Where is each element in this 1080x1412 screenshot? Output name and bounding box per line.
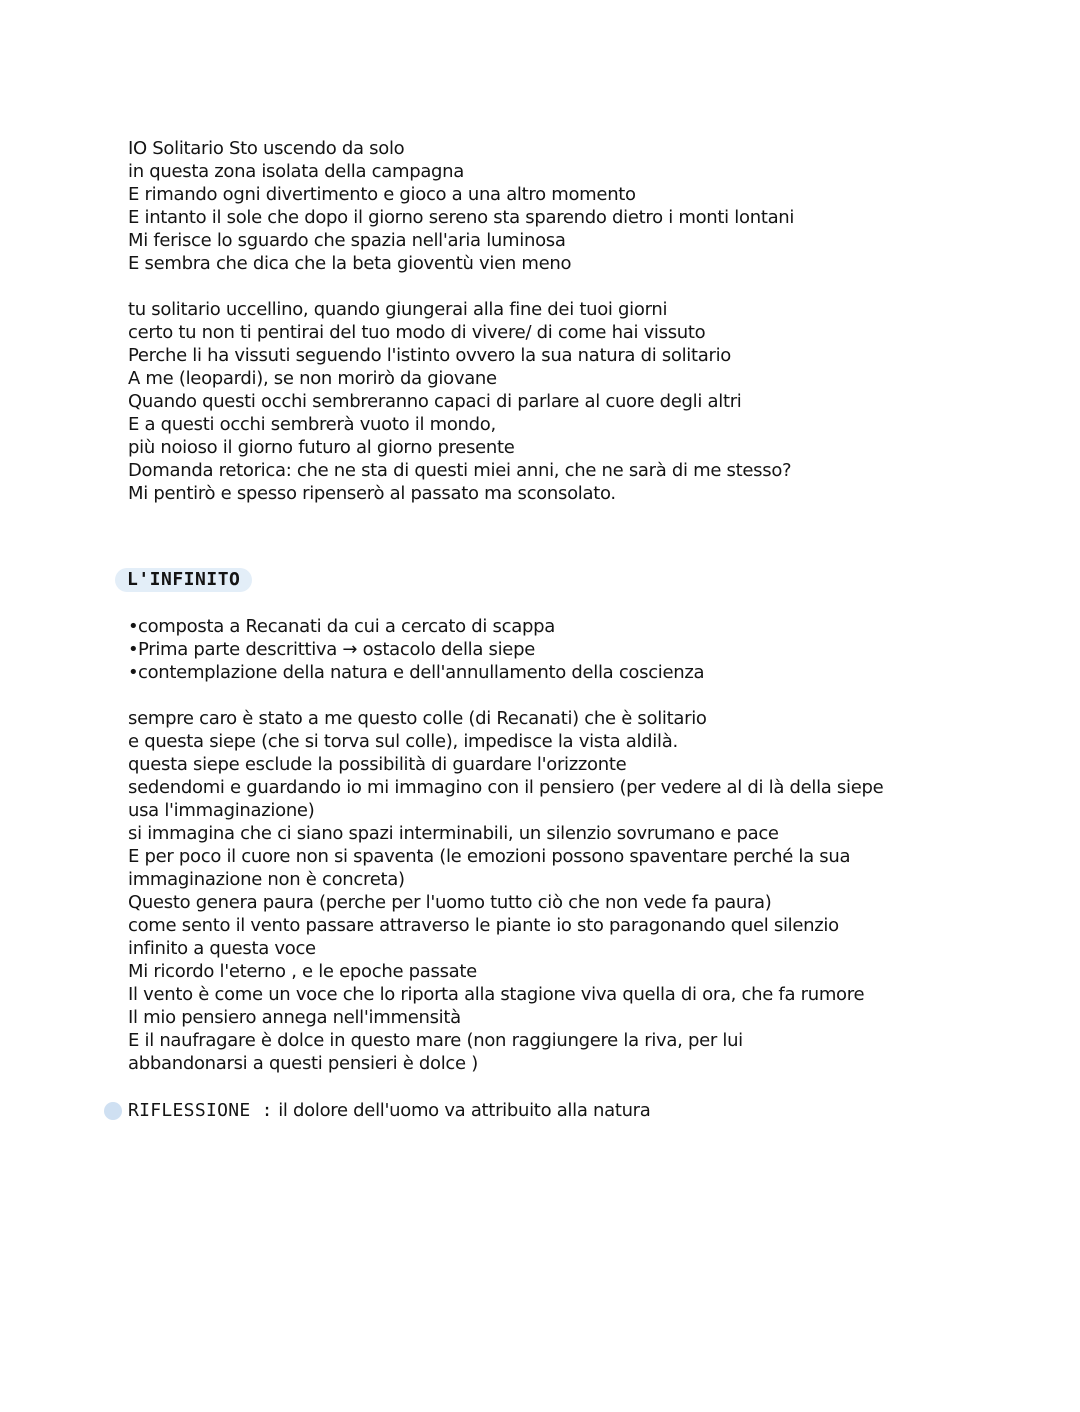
list-item: [128, 661, 704, 684]
text-line: Domanda retorica: che ne sta di questi miei anni, che ne sarà di me stesso?: [128, 460, 792, 481]
text-line: si immagina che ci siano spazi interminabili, un silenzio sovrumano e pace: [128, 823, 779, 844]
text-line: certo tu non ti pentirai del tuo modo di vivere/ di come hai vissuto: [128, 322, 706, 343]
text-line: e questa siepe (che si torva sul colle), impedisce la vista aldilà.: [128, 731, 678, 752]
bullet-icon: •: [128, 662, 139, 683]
text-line: come sento il vento passare attraverso le piante io sto paragonando quel silenzio: [128, 915, 839, 936]
text-line: E a questi occhi sembrerà vuoto il mondo,: [128, 414, 496, 435]
text-line: Questo genera paura (perche per l'uomo tutto ciò che non vede fa paura): [128, 892, 772, 913]
bullet-icon: •: [128, 639, 139, 660]
text-line: IO Solitario Sto uscendo da solo: [128, 138, 405, 159]
text-line: Il vento è come un voce che lo riporta alla stagione viva quella di ora, che fa rumore: [128, 984, 865, 1005]
text-line: abbandonarsi a questi pensieri è dolce ): [128, 1053, 478, 1074]
text-line: più noioso il giorno futuro al giorno presente: [128, 437, 515, 458]
text-line: E intanto il sole che dopo il giorno sereno sta sparendo dietro i monti lontani: [128, 207, 795, 228]
reflection-text: il dolore dell'uomo va attribuito alla natura: [272, 1100, 651, 1121]
text-line: A me (leopardi), se non morirò da giovane: [128, 368, 497, 389]
text-line: infinito a questa voce: [128, 938, 316, 959]
text-line: E il naufragare è dolce in questo mare (non raggiungere la riva, per lui: [128, 1030, 743, 1051]
text-line: tu solitario uccellino, quando giungerai alla fine dei tuoi giorni: [128, 299, 668, 320]
text-line: Quando questi occhi sembreranno capaci di parlare al cuore degli altri: [128, 391, 742, 412]
text-line: sempre caro è stato a me questo colle (di Recanati) che è solitario: [128, 708, 707, 729]
list-item-text: composta a Recanati da cui a cercato di scappa: [138, 616, 555, 637]
text-line: immaginazione non è concreta): [128, 869, 405, 890]
list-item: [128, 638, 535, 661]
list-item-text: Prima parte descrittiva → ostacolo della siepe: [138, 639, 535, 660]
text-line: Mi ferisce lo sguardo che spazia nell'aria luminosa: [128, 230, 566, 251]
section-title-infinito: L'INFINITO: [115, 568, 252, 592]
text-line: Perche li ha vissuti seguendo l'istinto ovvero la sua natura di solitario: [128, 345, 732, 366]
text-line: in questa zona isolata della campagna: [128, 161, 465, 182]
reflection: [128, 1099, 651, 1122]
text-line: Mi pentirò e spesso ripenserò al passato ma sconsolato.: [128, 483, 616, 504]
reflection-dot-icon: [104, 1102, 122, 1120]
text-line: E sembra che dica che la beta gioventù vien meno: [128, 253, 572, 274]
reflection-label: RIFLESSIONE :: [128, 1100, 273, 1121]
list-item: [128, 615, 555, 638]
text-line: Il mio pensiero annega nell'immensità: [128, 1007, 461, 1028]
text-line: questa siepe esclude la possibilità di guardare l'orizzonte: [128, 754, 627, 775]
text-line: E rimando ogni divertimento e gioco a una altro momento: [128, 184, 636, 205]
bullet-icon: •: [128, 616, 139, 637]
list-item-text: contemplazione della natura e dell'annullamento della coscienza: [138, 662, 705, 683]
text-line: E per poco il cuore non si spaventa (le emozioni possono spaventare perché la sua: [128, 846, 851, 867]
text-line: sedendomi e guardando io mi immagino con il pensiero (per vedere al di là della siepe: [128, 777, 884, 798]
text-line: Mi ricordo l'eterno , e le epoche passate: [128, 961, 477, 982]
text-line: usa l'immaginazione): [128, 800, 315, 821]
